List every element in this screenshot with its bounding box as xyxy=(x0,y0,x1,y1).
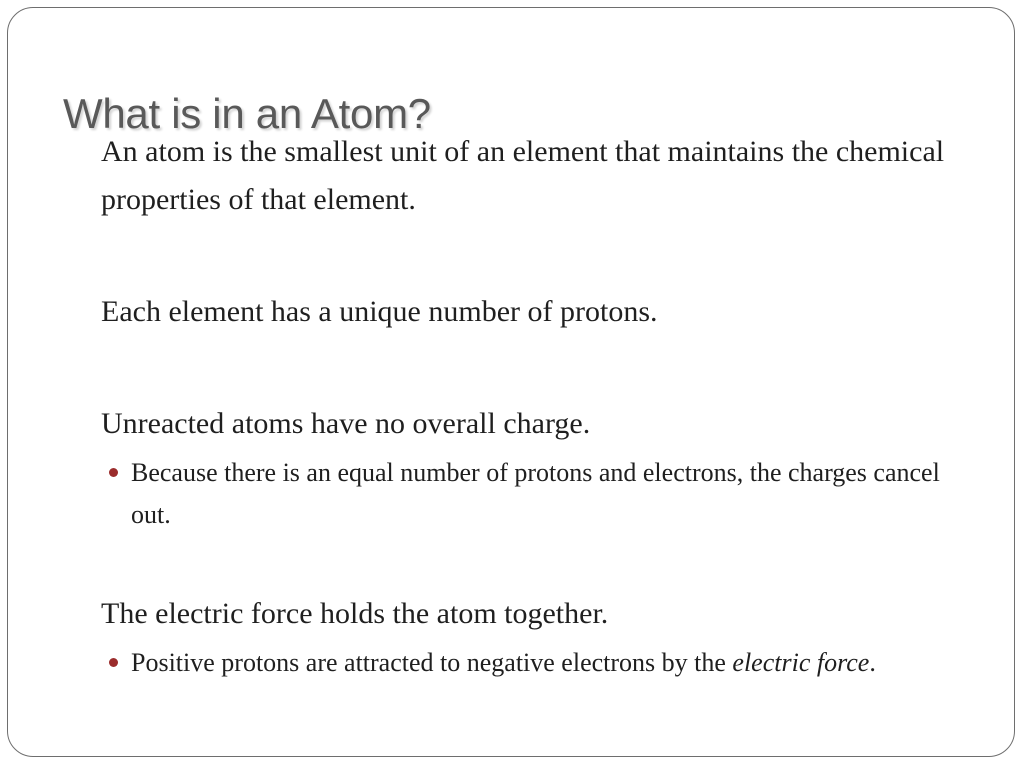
slide-content xyxy=(101,128,981,684)
bullet-dot-icon xyxy=(109,468,118,477)
paragraph-atom-definition: An atom is the smallest unit of an element that maintains the chemical properties of that element. xyxy=(101,135,945,216)
bullet-item-attraction xyxy=(131,642,981,684)
bullet-text: Because there is an equal number of protons and electrons, the charges cancel out. xyxy=(131,458,940,529)
bullet-term-electric-force: electric force xyxy=(732,648,870,677)
paragraph-no-charge: Unreacted atoms have no overall charge. xyxy=(101,407,591,440)
paragraph-protons: Each element has a unique number of protons. xyxy=(101,295,658,328)
paragraph-electric-force: The electric force holds the atom together. xyxy=(101,597,609,630)
bullet-text: Positive protons are attracted to negative electrons by the xyxy=(131,648,733,677)
bullet-item-charges-cancel xyxy=(131,452,981,536)
slide-title: What is in an Atom? xyxy=(63,90,431,137)
bullet-period: . xyxy=(869,648,876,677)
bullet-dot-icon xyxy=(109,658,118,667)
